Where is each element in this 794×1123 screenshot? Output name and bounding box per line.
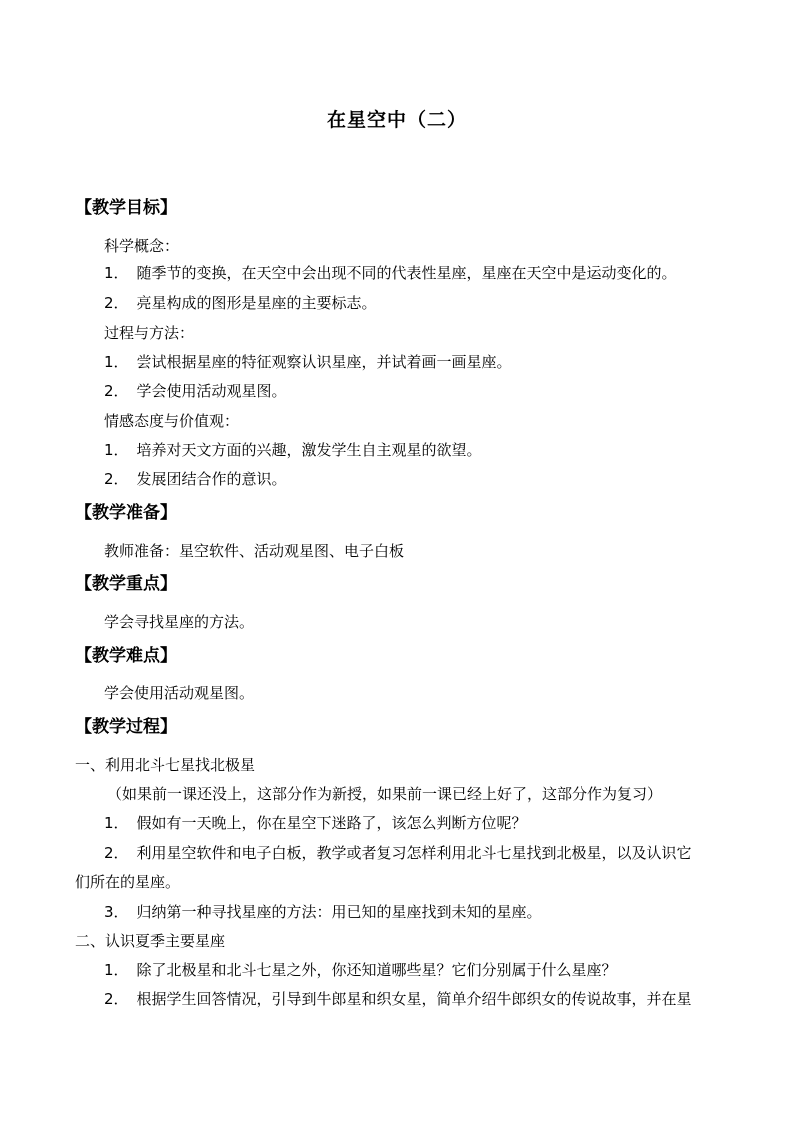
section-heading-prep: 【教学准备】 <box>75 503 177 523</box>
list-item: 2． 学会使用活动观星图。 <box>104 382 287 400</box>
document-title: 在星空中（二） <box>326 109 467 131</box>
list-item: 1． 随季节的变换，在天空中会出现不同的代表性星座，星座在天空中是运动变化的。 <box>104 264 677 282</box>
list-item: 2． 利用星空软件和电子白板，教学或者复习怎样利用北斗七星找到北极星，以及认识它 <box>104 844 692 862</box>
section-heading-difficulty: 【教学难点】 <box>75 646 177 666</box>
list-item: 2． 亮星构成的图形是星座的主要标志。 <box>104 294 377 312</box>
concept-label: 科学概念： <box>104 237 180 255</box>
subsection-title: 一、利用北斗七星找北极星 <box>75 756 256 774</box>
list-item: 1． 除了北极星和北斗七星之外，你还知道哪些星？它们分别属于什么星座？ <box>104 961 617 979</box>
subsection-note: （如果前一课还没上，这部分作为新授，如果前一课已经上好了，这部分作为复习） <box>107 785 663 803</box>
list-item: 2． 根据学生回答情况，引导到牛郎星和织女星，简单介绍牛郎织女的传说故事，并在星 <box>104 990 692 1008</box>
prep-text: 教师准备：星空软件、活动观星图、电子白板 <box>104 542 405 560</box>
list-item: 1． 尝试根据星座的特征观察认识星座，并试着画一画星座。 <box>104 353 512 371</box>
list-item-continuation: 们所在的星座。 <box>75 873 181 891</box>
attitude-label: 情感态度与价值观： <box>104 412 240 430</box>
section-heading-goals: 【教学目标】 <box>75 198 177 218</box>
process-method-label: 过程与方法： <box>104 324 195 342</box>
section-heading-process: 【教学过程】 <box>75 717 177 737</box>
list-item: 3． 归纳第一种寻找星座的方法：用已知的星座找到未知的星座。 <box>104 903 542 921</box>
list-item: 2． 发展团结合作的意识。 <box>104 470 287 488</box>
list-item: 1． 假如有一天晚上，你在星空下迷路了，该怎么判断方位呢？ <box>104 814 527 832</box>
key-text: 学会寻找星座的方法。 <box>104 613 255 631</box>
subsection-title: 二、认识夏季主要星座 <box>75 932 226 950</box>
list-item: 1． 培养对天文方面的兴趣，激发学生自主观星的欲望。 <box>104 441 482 459</box>
section-heading-key: 【教学重点】 <box>75 574 177 594</box>
difficulty-text: 学会使用活动观星图。 <box>104 684 255 702</box>
